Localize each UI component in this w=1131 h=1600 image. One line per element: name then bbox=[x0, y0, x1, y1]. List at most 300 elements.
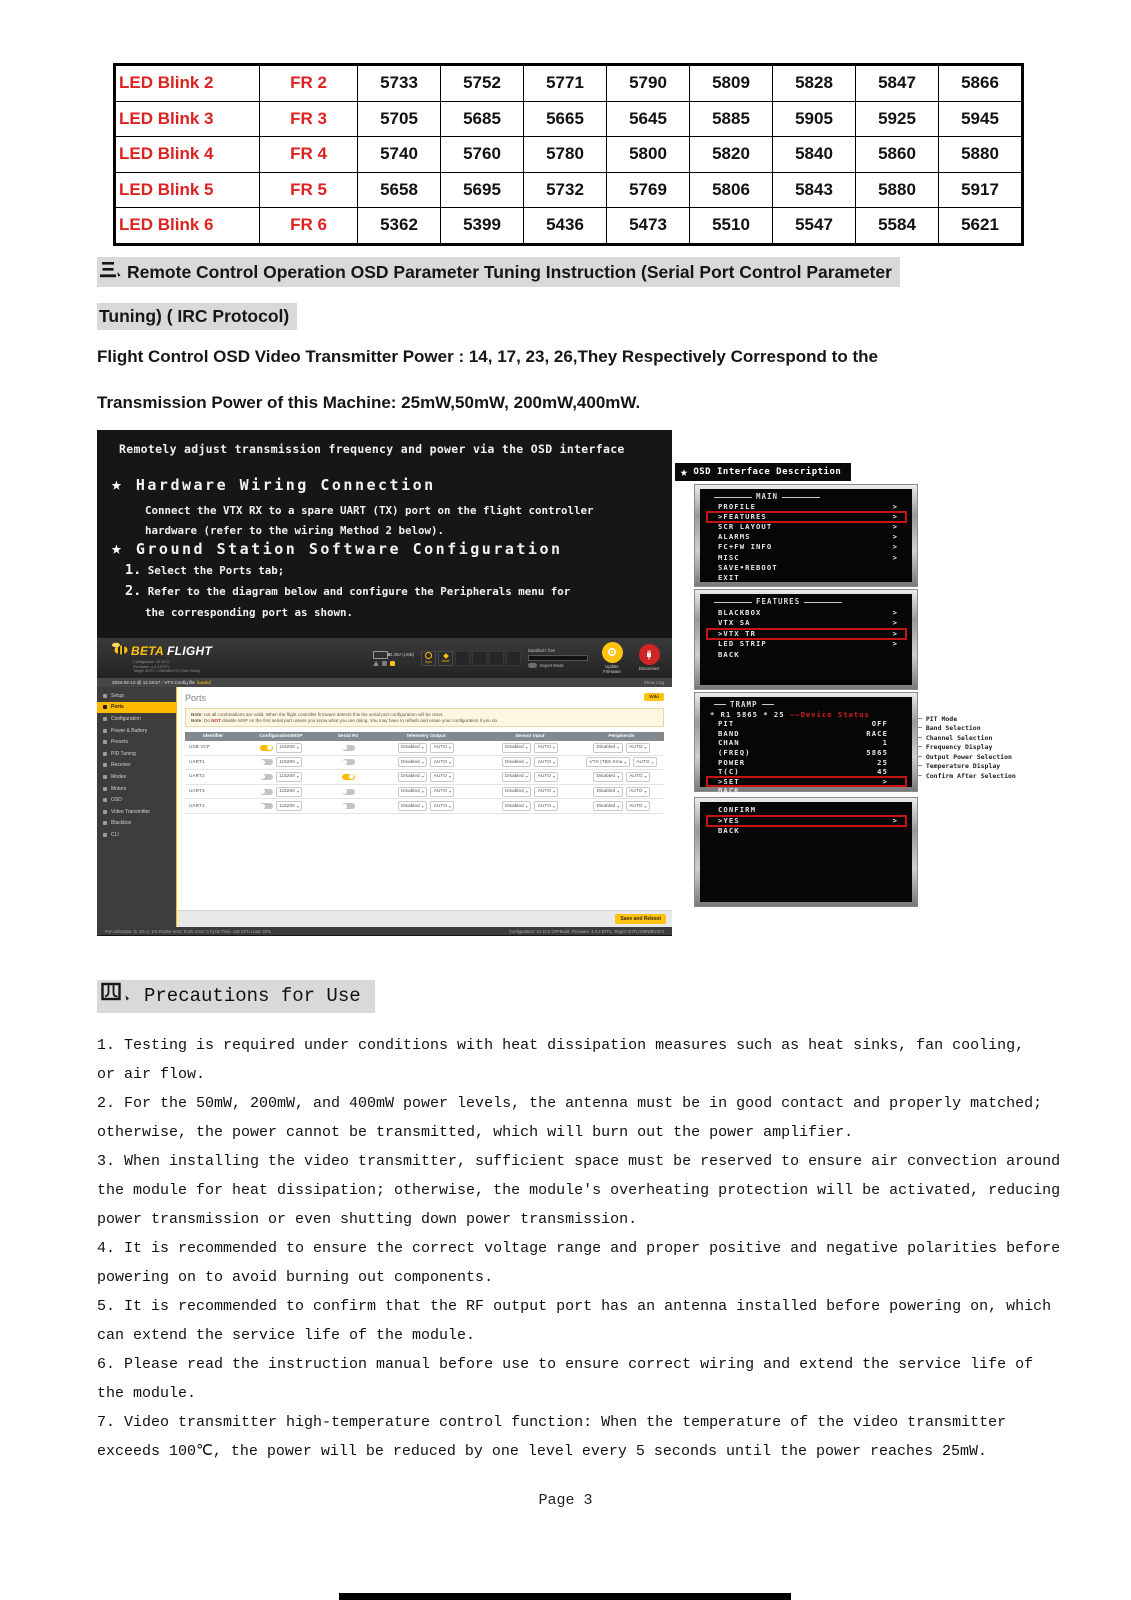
port-identifier: UART1 bbox=[189, 759, 205, 765]
tab-icon bbox=[103, 821, 107, 825]
peripherals-select[interactable] bbox=[593, 787, 623, 797]
frequency-cell: 5917 bbox=[939, 172, 1023, 208]
betaflight-configurator bbox=[97, 638, 672, 935]
osd-screen-features bbox=[695, 590, 917, 689]
select-value: AUTO bbox=[537, 774, 551, 780]
betaflight-statusbar bbox=[97, 927, 672, 935]
osd-item-label: >SET bbox=[718, 776, 740, 786]
section3-para-line2: Transmission Power of this Machine: 25mW,50mW, 200mW,400mW. bbox=[97, 393, 641, 412]
osd-item-label: EXIT bbox=[718, 572, 740, 582]
frequency-cell: 5547 bbox=[773, 208, 856, 245]
port-identifier: UART2 bbox=[189, 774, 205, 780]
osd-menu-item-blackbox[interactable] bbox=[700, 608, 912, 619]
peripherals-baud-select[interactable] bbox=[626, 772, 650, 782]
tab-icon bbox=[103, 729, 107, 733]
table-row bbox=[115, 172, 1023, 208]
chevron-down-icon: ▾ bbox=[644, 803, 647, 809]
telemetry-select[interactable] bbox=[398, 772, 428, 782]
peripherals-select[interactable] bbox=[593, 772, 623, 782]
sensor-select[interactable] bbox=[502, 757, 532, 767]
chevron-down-icon: ▾ bbox=[644, 745, 647, 751]
telemetry-select[interactable] bbox=[398, 801, 428, 811]
osd-tuning-figure bbox=[97, 430, 1040, 936]
note-line2: disable MSP on the first serial port unless you know what you are doing. You may have to reflash and erase your configuration if you do. bbox=[220, 717, 499, 723]
msp-toggle[interactable] bbox=[260, 759, 273, 765]
telemetry-baud-select[interactable] bbox=[430, 772, 454, 782]
annotation-line: ─ Output Power Selection bbox=[918, 752, 1012, 761]
dash-line bbox=[782, 497, 820, 498]
tab-icon bbox=[103, 798, 107, 802]
peripherals-baud-select[interactable] bbox=[626, 787, 650, 797]
select-value: AUTO bbox=[629, 774, 643, 780]
chevron-down-icon: ▾ bbox=[525, 789, 528, 795]
select-value: Disabled bbox=[505, 745, 524, 751]
dataflash-label: Dataflash: free bbox=[528, 648, 556, 653]
chevron-down-icon: ▾ bbox=[421, 745, 424, 751]
peripherals-select[interactable] bbox=[593, 743, 623, 753]
sidebar-item-configuration[interactable] bbox=[97, 713, 176, 725]
precaution-line: can extend the service life of the module. bbox=[97, 1327, 476, 1344]
serial-rx-toggle[interactable] bbox=[342, 774, 355, 780]
frequency-cell: 5925 bbox=[856, 101, 939, 137]
telemetry-baud-select[interactable] bbox=[430, 743, 454, 753]
frequency-cell: 5828 bbox=[773, 65, 856, 102]
table-row bbox=[185, 756, 664, 771]
osd-menu-item--vtx-tr[interactable] bbox=[700, 629, 912, 640]
osd-item-label: BAND bbox=[718, 728, 740, 738]
osd-menu-item-back[interactable] bbox=[700, 826, 912, 837]
led-blink-cell: LED Blink 5 bbox=[115, 172, 260, 208]
select-value: Disabled bbox=[401, 803, 420, 809]
fr-cell: FR 5 bbox=[260, 172, 358, 208]
hardware-wiring-body1: Connect the VTX RX to a spare UART (TX) port on the flight controller bbox=[145, 504, 594, 517]
sidebar-item-label: PID Tuning bbox=[111, 750, 136, 757]
precautions-heading bbox=[97, 980, 375, 1013]
msp-toggle[interactable] bbox=[260, 803, 273, 809]
select-value: AUTO bbox=[537, 759, 551, 765]
tab-icon bbox=[103, 763, 107, 767]
tab-icon bbox=[103, 752, 107, 756]
chevron-down-icon: ▾ bbox=[421, 803, 424, 809]
osd-menu-item-back[interactable] bbox=[700, 650, 912, 661]
select-value: AUTO bbox=[629, 745, 643, 751]
osd-menu-title: CONFIRM bbox=[718, 805, 756, 814]
dash-line bbox=[714, 602, 752, 603]
osd-menu-item--features[interactable] bbox=[700, 512, 912, 522]
accel-sensor-tile: Accel bbox=[438, 651, 453, 666]
column-header: Identifier bbox=[202, 734, 224, 739]
sensor-select[interactable] bbox=[502, 787, 532, 797]
msp-toggle[interactable] bbox=[260, 745, 273, 751]
sensor-cell bbox=[481, 787, 579, 797]
precaution-line: powering on to avoid burning out components. bbox=[97, 1269, 494, 1286]
osd-item-value: 1 bbox=[882, 738, 888, 748]
sensor-tile-inactive bbox=[455, 651, 470, 666]
select-value: Disabled bbox=[401, 759, 420, 765]
content-footer bbox=[177, 910, 672, 927]
frequency-cell: 5473 bbox=[607, 208, 690, 245]
table-row bbox=[185, 770, 664, 785]
arrow-right-icon: > bbox=[892, 639, 898, 649]
osd-item-label: ALARMS bbox=[718, 532, 751, 542]
select-value: Disabled bbox=[401, 789, 420, 795]
frequency-cell: 5806 bbox=[690, 172, 773, 208]
annotation-line: ─ Frequency Display bbox=[918, 743, 993, 752]
frequency-table bbox=[113, 63, 1024, 246]
serial-rx-toggle[interactable] bbox=[342, 789, 355, 795]
frequency-cell: 5705 bbox=[358, 101, 441, 137]
osd-item-label: BACK bbox=[718, 649, 740, 659]
sidebar-item-power-battery[interactable] bbox=[97, 725, 176, 737]
column-header: Peripherals bbox=[608, 734, 635, 739]
disconnect-button[interactable] bbox=[639, 644, 660, 665]
osd-item-label: >FEATURES bbox=[718, 512, 767, 522]
select-value: AUTO bbox=[537, 745, 551, 751]
select-value: Disabled bbox=[401, 745, 420, 751]
telemetry-cell bbox=[371, 787, 481, 797]
telemetry-select[interactable] bbox=[398, 757, 428, 767]
telemetry-baud-select[interactable] bbox=[430, 787, 454, 797]
osd-menu-title bbox=[700, 700, 912, 710]
frequency-cell: 5820 bbox=[690, 137, 773, 173]
msp-cell bbox=[237, 743, 325, 753]
telemetry-baud-select[interactable] bbox=[430, 801, 454, 811]
frequency-cell: 5847 bbox=[856, 65, 939, 102]
osd-screen-tramp bbox=[695, 693, 917, 796]
log-highlight: loaded bbox=[196, 680, 211, 685]
frequency-cell: 5800 bbox=[607, 137, 690, 173]
osd-menu-item--freq-[interactable] bbox=[700, 748, 912, 758]
frequency-cell: 5665 bbox=[524, 101, 607, 137]
precaution-line: 7. Video transmitter high-temperature control function: When the temperature of the video transmitter bbox=[97, 1414, 1007, 1431]
serial-rx-cell bbox=[325, 774, 371, 780]
frequency-cell: 5733 bbox=[358, 65, 441, 102]
baud-select[interactable] bbox=[276, 787, 303, 797]
ports-content bbox=[177, 687, 672, 927]
sidebar-item-label: Blackbox bbox=[111, 820, 132, 827]
frequency-cell: 5860 bbox=[856, 137, 939, 173]
sidebar-item-label: Receiver bbox=[111, 762, 131, 769]
wiki-button[interactable]: Wiki bbox=[644, 693, 664, 701]
baud-select[interactable] bbox=[276, 801, 303, 811]
show-log-link[interactable]: Show Log bbox=[643, 680, 664, 685]
arrow-right-icon: > bbox=[892, 502, 898, 512]
led-blink-cell: LED Blink 3 bbox=[115, 101, 260, 137]
chevron-down-icon: ▾ bbox=[448, 774, 451, 780]
osd-menu-item-fc-fw-info[interactable] bbox=[700, 542, 912, 552]
serial-rx-cell bbox=[325, 803, 371, 809]
osd-item-label: >VTX TR bbox=[718, 628, 756, 638]
step1-text: Select the Ports tab; bbox=[147, 564, 285, 577]
arrow-right-icon: > bbox=[892, 607, 898, 617]
select-value: 115200 bbox=[279, 759, 295, 765]
serial-rx-toggle[interactable] bbox=[342, 745, 355, 751]
precaution-line: 4. It is recommended to ensure the correct voltage range and proper positive and negative polarities before bbox=[97, 1240, 1061, 1257]
select-value: Disabled bbox=[596, 803, 616, 809]
sidebar-item-label: Power & Battery bbox=[111, 727, 148, 734]
sidebar-item-blackbox[interactable] bbox=[97, 818, 176, 830]
frequency-cell: 5658 bbox=[358, 172, 441, 208]
sidebar-item-setup[interactable] bbox=[97, 690, 176, 702]
section3-heading-line2 bbox=[97, 303, 297, 330]
sensor-baud-select[interactable] bbox=[534, 787, 558, 797]
fr-cell: FR 2 bbox=[260, 65, 358, 102]
osd-menu-item-power[interactable] bbox=[700, 758, 912, 768]
peripherals-baud-select[interactable] bbox=[633, 757, 657, 767]
step2-number: 2. bbox=[125, 583, 142, 599]
osd-title-text: FEATURES bbox=[756, 597, 801, 606]
expert-mode-toggle[interactable] bbox=[528, 663, 537, 668]
select-value: Disabled bbox=[505, 774, 524, 780]
version-line: Target: BTFL / OMNIBUSF4 (Dev Build) bbox=[133, 669, 200, 674]
peripherals-baud-select[interactable] bbox=[626, 801, 650, 811]
frequency-cell: 5840 bbox=[773, 137, 856, 173]
osd-menu-title bbox=[700, 492, 912, 502]
chevron-down-icon: ▾ bbox=[448, 803, 451, 809]
chevron-down-icon: ▾ bbox=[552, 745, 555, 751]
frequency-cell: 5740 bbox=[358, 137, 441, 173]
wrench-icon bbox=[390, 661, 395, 666]
osd-menu-item-scr-layout[interactable] bbox=[700, 522, 912, 532]
sensor-baud-select[interactable] bbox=[534, 801, 558, 811]
chevron-down-icon: ▾ bbox=[617, 803, 620, 809]
sensor-cell bbox=[481, 757, 579, 767]
star-icon: ★ bbox=[111, 538, 125, 559]
sensor-tiles bbox=[421, 651, 521, 666]
telemetry-select[interactable] bbox=[398, 787, 428, 797]
chevron-down-icon: ▾ bbox=[552, 759, 555, 765]
sensor-baud-select[interactable] bbox=[534, 757, 558, 767]
fr-cell: FR 4 bbox=[260, 137, 358, 173]
osd-item-label: POWER bbox=[718, 757, 746, 767]
chevron-down-icon: ▾ bbox=[651, 759, 654, 765]
msp-cell bbox=[237, 772, 325, 782]
column-header: Telemetry Output bbox=[406, 734, 446, 739]
annotation-line: ─ Channel Selection bbox=[918, 733, 993, 742]
annotation-line: ─ Temperature Display bbox=[918, 762, 1001, 771]
select-value: Disabled bbox=[505, 803, 524, 809]
select-value: 115200 bbox=[279, 774, 295, 780]
osd-item-label: VTX SA bbox=[718, 618, 751, 628]
chevron-down-icon: ▾ bbox=[296, 759, 299, 765]
osd-screen-main bbox=[695, 485, 917, 586]
chevron-down-icon: ▾ bbox=[525, 759, 528, 765]
telemetry-select[interactable] bbox=[398, 743, 428, 753]
dataflash-bar bbox=[528, 655, 588, 661]
sidebar-item-pid-tuning[interactable] bbox=[97, 748, 176, 760]
baud-select[interactable] bbox=[276, 772, 303, 782]
sensor-select[interactable] bbox=[502, 772, 532, 782]
osd-menu-item--set[interactable] bbox=[700, 777, 912, 787]
precaution-line: or air flow. bbox=[97, 1066, 206, 1083]
frequency-cell: 5780 bbox=[524, 137, 607, 173]
chevron-down-icon: ▾ bbox=[296, 774, 299, 780]
osd-menu-item-misc[interactable] bbox=[700, 553, 912, 563]
sensor-select[interactable] bbox=[502, 743, 532, 753]
sidebar-item-receiver[interactable] bbox=[97, 760, 176, 772]
chevron-down-icon: ▾ bbox=[552, 789, 555, 795]
arrow-right-icon: > bbox=[892, 815, 898, 825]
chevron-down-icon: ▾ bbox=[421, 759, 424, 765]
precaution-line: 3. When installing the video transmitter, sufficient space must be reserved to ensure air convection around bbox=[97, 1153, 1061, 1170]
frequency-cell: 5809 bbox=[690, 65, 773, 102]
note-line1: not all combinations are valid. When the flight controller firmware detects this the serial port configuration will be reset. bbox=[202, 711, 444, 717]
osd-badge-text: OSD Interface Description bbox=[693, 467, 842, 477]
msp-toggle[interactable] bbox=[260, 774, 273, 780]
chevron-down-icon: ▾ bbox=[624, 759, 627, 765]
telemetry-baud-select[interactable] bbox=[430, 757, 454, 767]
section3-heading-line1 bbox=[97, 257, 900, 287]
peripherals-cell bbox=[579, 743, 664, 753]
ports-page-title: Ports bbox=[185, 693, 207, 703]
sidebar-item-label: Ports bbox=[111, 704, 124, 711]
osd-item-label: CHAN bbox=[718, 738, 740, 748]
betaflight-sidebar bbox=[97, 687, 177, 927]
peripherals-select[interactable] bbox=[586, 757, 630, 767]
select-value: AUTO bbox=[636, 759, 650, 765]
msp-cell bbox=[237, 757, 325, 767]
logo-text-beta: BETA bbox=[131, 643, 164, 658]
figure-intro: Remotely adjust transmission frequency and power via the OSD interface bbox=[119, 442, 625, 456]
bottom-bar bbox=[339, 1593, 791, 1600]
warning-icon bbox=[373, 661, 379, 666]
battery-status bbox=[373, 651, 414, 666]
select-value: 115200 bbox=[279, 789, 295, 795]
peripherals-cell bbox=[579, 757, 664, 767]
select-value: AUTO bbox=[433, 789, 447, 795]
osd-menu-item-exit[interactable] bbox=[700, 573, 912, 583]
osd-item-label: >YES bbox=[718, 815, 740, 825]
port-identifier: UART4 bbox=[189, 803, 205, 809]
chevron-down-icon: ▾ bbox=[617, 774, 620, 780]
select-value: AUTO bbox=[629, 789, 643, 795]
gyro-icon bbox=[425, 652, 432, 659]
osd-menu-item-pit[interactable] bbox=[700, 719, 912, 729]
precaution-line: 1. Testing is required under conditions with heat dissipation measures such as heat sinks, fan cooling, bbox=[97, 1037, 1025, 1054]
osd-menu-item-save-reboot[interactable] bbox=[700, 563, 912, 573]
frequency-cell: 5880 bbox=[856, 172, 939, 208]
osd-item-label: SAVE•REBOOT bbox=[718, 562, 778, 572]
sidebar-item-modes[interactable] bbox=[97, 771, 176, 783]
chevron-down-icon: ▾ bbox=[448, 759, 451, 765]
osd-item-label: PROFILE bbox=[718, 502, 756, 512]
sidebar-item-ports[interactable] bbox=[97, 702, 176, 714]
table-row bbox=[185, 741, 664, 756]
sensor-baud-select[interactable] bbox=[534, 743, 558, 753]
serial-rx-toggle[interactable] bbox=[342, 759, 355, 765]
sensor-select[interactable] bbox=[502, 801, 532, 811]
star-icon: ★ bbox=[680, 464, 689, 480]
sidebar-item-presets[interactable] bbox=[97, 736, 176, 748]
sensor-tile-inactive bbox=[472, 651, 487, 666]
section3-heading-text1: Remote Control Operation OSD Parameter Tuning Instruction (Serial Port Control Parameter bbox=[127, 261, 892, 282]
frequency-cell: 5645 bbox=[607, 101, 690, 137]
baud-select[interactable] bbox=[276, 757, 303, 767]
osd-menu-item-led-strip[interactable] bbox=[700, 639, 912, 650]
select-value: AUTO bbox=[433, 745, 447, 751]
osd-item-label: BLACKBOX bbox=[718, 607, 762, 617]
osd-item-value: RACE bbox=[866, 728, 888, 738]
tab-icon bbox=[103, 717, 107, 721]
step1-number: 1. bbox=[125, 562, 142, 578]
sidebar-item-label: CLI bbox=[111, 831, 119, 838]
osd-menu-item-alarms[interactable] bbox=[700, 532, 912, 542]
port-identifier: USB VCP bbox=[189, 745, 211, 751]
arrow-right-icon: > bbox=[892, 552, 898, 562]
precaution-line: the module. bbox=[97, 1385, 197, 1402]
log-text: 2024-02-12 @ 11:19:47 - VTX Config file bbox=[112, 680, 195, 685]
table-row bbox=[185, 785, 664, 800]
version-line: Firmware: 4.4.2 BTFL bbox=[133, 664, 170, 669]
hardware-wiring-title: Hardware Wiring Connection bbox=[135, 476, 436, 494]
table-row bbox=[115, 208, 1023, 245]
tab-icon bbox=[103, 787, 107, 791]
select-value: AUTO bbox=[629, 803, 643, 809]
telemetry-cell bbox=[371, 757, 481, 767]
chevron-down-icon: ▾ bbox=[296, 803, 299, 809]
frequency-cell: 5790 bbox=[607, 65, 690, 102]
version-line: Configurator: 10.10.0 bbox=[133, 659, 169, 664]
sidebar-item-osd[interactable] bbox=[97, 794, 176, 806]
save-and-reboot-button[interactable]: Save and Reboot bbox=[615, 914, 666, 924]
sidebar-item-motors[interactable] bbox=[97, 783, 176, 795]
osd-item-label: MISC bbox=[718, 552, 740, 562]
serial-rx-toggle[interactable] bbox=[342, 803, 355, 809]
hardware-wiring-body2: hardware (refer to the wiring Method 2 below). bbox=[145, 524, 445, 537]
instruction-panel bbox=[97, 430, 672, 936]
peripherals-baud-select[interactable] bbox=[626, 743, 650, 753]
osd-menu-item-chan[interactable] bbox=[700, 738, 912, 748]
tab-icon bbox=[103, 705, 107, 709]
osd-item-label: T(C) bbox=[718, 767, 740, 777]
msp-cell bbox=[237, 787, 325, 797]
sensor-cell bbox=[481, 743, 579, 753]
precaution-line: the module for heat dissipation; otherwise, the module's overheating protection will be activated, reducing bbox=[97, 1182, 1061, 1199]
update-firmware-button[interactable] bbox=[602, 642, 623, 663]
device-status-note: ——Device Status bbox=[784, 709, 870, 719]
frequency-table-body bbox=[115, 65, 1023, 245]
chevron-down-icon: ▾ bbox=[617, 789, 620, 795]
osd-item-label: BACK bbox=[718, 826, 740, 836]
tab-icon bbox=[103, 833, 107, 837]
osd-menu-item-band[interactable] bbox=[700, 729, 912, 739]
baud-select[interactable] bbox=[276, 743, 303, 753]
osd-item-label: LED STRIP bbox=[718, 639, 767, 649]
step2-text-b: the corresponding port as shown. bbox=[145, 606, 354, 619]
frequency-cell: 5760 bbox=[441, 137, 524, 173]
accel-icon bbox=[443, 653, 449, 659]
osd-menu-item--yes[interactable] bbox=[700, 816, 912, 827]
section4 bbox=[97, 980, 1061, 1466]
osd-screen-confirm bbox=[695, 798, 917, 906]
frequency-cell: 5880 bbox=[939, 137, 1023, 173]
frequency-cell: 5885 bbox=[690, 101, 773, 137]
sidebar-item-label: Video Transmitter bbox=[111, 808, 151, 815]
precautions-list bbox=[97, 1031, 1061, 1466]
precaution-line: power transmission or even shutting down power transmission. bbox=[97, 1211, 638, 1228]
peripherals-select[interactable] bbox=[593, 801, 623, 811]
osd-title-text: MAIN bbox=[756, 492, 779, 501]
osd-menu-item-back[interactable] bbox=[700, 786, 912, 796]
msp-toggle[interactable] bbox=[260, 789, 273, 795]
sidebar-item-cli[interactable] bbox=[97, 829, 176, 841]
arrow-right-icon: > bbox=[892, 542, 898, 552]
frequency-cell: 5510 bbox=[690, 208, 773, 245]
tab-icon bbox=[103, 740, 107, 744]
sidebar-item-video-transmitter[interactable] bbox=[97, 806, 176, 818]
sensor-baud-select[interactable] bbox=[534, 772, 558, 782]
select-value: VTX (TBS Sma bbox=[589, 759, 623, 765]
